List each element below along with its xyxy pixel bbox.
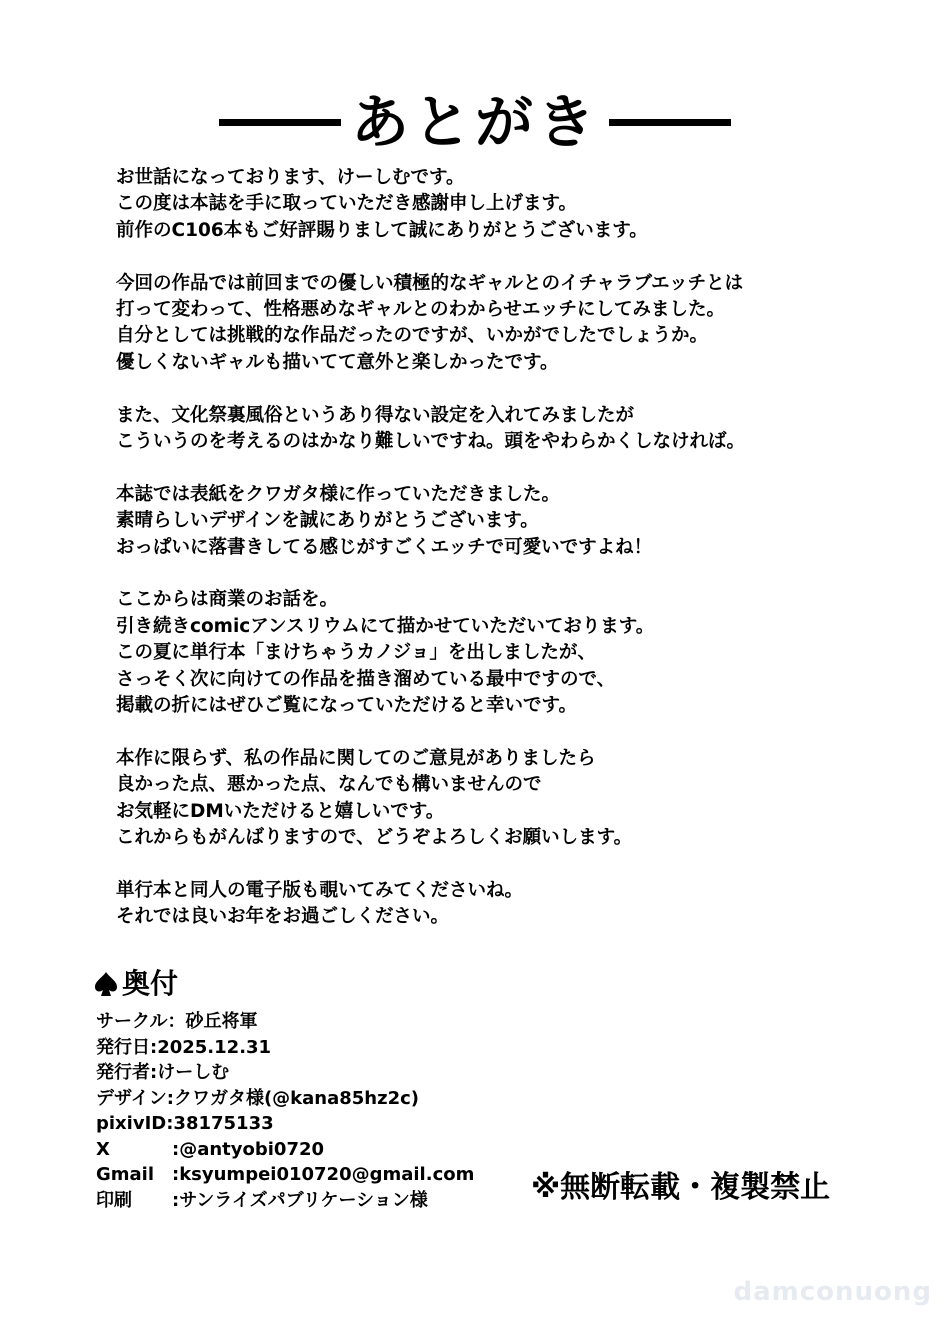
paragraph-line: 前作のC106本もご好評賜りまして誠にありがとうございます。: [116, 219, 648, 241]
paragraph-line: また、文化祭裏風俗というあり得ない設定を入れてみましたが: [116, 404, 635, 426]
gmail-sep: :: [172, 1164, 180, 1185]
colophon-printing: [96, 1188, 516, 1214]
colophon-pixiv: [96, 1111, 516, 1137]
publisher-value: けーしむ: [157, 1062, 230, 1083]
circle-sep: ：: [167, 1011, 186, 1032]
issue-date-key: 発行日: [96, 1036, 150, 1058]
pixiv-value: 38175133: [173, 1113, 274, 1134]
circle-key: サークル: [96, 1011, 168, 1032]
paragraph: [116, 587, 876, 719]
colophon-publisher: [96, 1060, 516, 1086]
publisher-sep: :: [150, 1062, 158, 1083]
paragraph-line: お世話になっております、けーしむです。: [116, 167, 465, 188]
paragraph-line: これからもがんばりますので、どうぞよろしくお願いします。: [116, 827, 633, 849]
design-sep: :: [166, 1087, 174, 1109]
paragraph-line: 本作に限らず、私の作品に関してのご意見がありましたら: [116, 747, 596, 769]
paragraph-line: 今回の作品では前回までの優しい積極的なギャルとのイチャラブエッチとは: [116, 272, 744, 294]
printing-value: サンライズパブリケーション様: [179, 1189, 428, 1211]
title-rule-left: [219, 119, 341, 126]
paragraph: [116, 271, 876, 377]
colophon-gmail: [96, 1162, 516, 1188]
spade-icon: [92, 970, 120, 998]
colophon-list: [96, 1009, 516, 1213]
reprint-prohibited-notice: ※無断転載・複製禁止: [531, 1170, 831, 1205]
paragraph: [116, 165, 876, 244]
afterword-body: [116, 165, 876, 931]
x-sep: :: [172, 1138, 180, 1160]
title-rule-right: [609, 119, 731, 126]
paragraph-line: 打って変わって、性格悪めなギャルとのわからせエッチにしてみました。: [116, 299, 726, 321]
printing-sep: :: [172, 1189, 180, 1211]
paragraph-line: この度は本誌を手に取っていただき感謝申し上げます。: [116, 193, 578, 215]
paragraph-line: 良かった点、悪かった点、なんでも構いませんので: [116, 774, 542, 796]
paragraph-line: ここからは商業のお話を。: [116, 589, 339, 611]
issue-date-sep: :: [150, 1036, 158, 1058]
paragraph: [116, 746, 876, 852]
colophon-x: [96, 1137, 516, 1163]
title-row: [0, 82, 950, 162]
paragraph-line: この夏に単行本「まけちゃうカノジョ」を出しましたが、: [116, 642, 596, 664]
pixiv-key: pixivID: [96, 1113, 167, 1134]
paragraph-line: こういうのを考えるのはかなり難しいですね。頭をやわらかくしなければ。: [116, 431, 746, 453]
colophon-circle: [96, 1009, 516, 1035]
design-value: クワガタ様(@kana85hz2c): [173, 1087, 420, 1109]
gmail-key: Gmail: [96, 1164, 155, 1185]
paragraph-line: 掲載の折にはぜひご覧になっていただけると幸いです。: [116, 695, 578, 717]
issue-date-value: 2025.12.31: [157, 1036, 272, 1058]
watermark: damconuong: [733, 1277, 932, 1307]
page-title: あとがき: [350, 88, 599, 156]
colophon-heading-label: 奥付: [122, 967, 179, 1000]
paragraph-line: それでは良いお年をお過ごしください。: [116, 906, 450, 928]
circle-value: 砂丘将軍: [185, 1011, 258, 1032]
colophon-design: [96, 1086, 516, 1112]
paragraph-line: 素晴らしいデザインを誠にありがとうございます。: [116, 510, 539, 532]
paragraph-line: 単行本と同人の電子版も覗いてみてくださいね。: [116, 879, 524, 901]
pixiv-sep: :: [166, 1113, 174, 1134]
paragraph-line: おっぱいに落書きしてる感じがすごくエッチで可愛いですよね！: [116, 536, 653, 558]
gmail-value: ksyumpei010720@gmail.com: [179, 1164, 475, 1185]
paragraph: [116, 878, 876, 931]
paragraph: [116, 482, 876, 561]
paragraph-line: 自分としては挑戦的な作品だったのですが、いかがでしたでしょうか。: [116, 325, 709, 347]
printing-key: 印刷: [96, 1189, 132, 1211]
paragraph-line: 本誌では表紙をクワガタ様に作っていただきました。: [116, 483, 561, 505]
paragraph-line: お気軽にDMいただけると嬉しいです。: [116, 800, 445, 822]
paragraph-line: 引き続きcomicアンスリウムにて描かせていただいております。: [116, 615, 655, 637]
x-value: @antyobi0720: [179, 1138, 325, 1160]
paragraph: [116, 403, 876, 456]
x-key: X: [96, 1138, 110, 1160]
paragraph-line: 優しくないギャルも描いてて意外と楽しかったです。: [116, 351, 559, 373]
design-key: デザイン: [96, 1087, 167, 1109]
colophon-heading: [92, 966, 178, 1002]
publisher-key: 発行者: [96, 1062, 150, 1083]
paragraph-line: さっそく次に向けての作品を描き溜めている最中ですので、: [116, 668, 616, 690]
colophon-issue-date: [96, 1035, 516, 1061]
